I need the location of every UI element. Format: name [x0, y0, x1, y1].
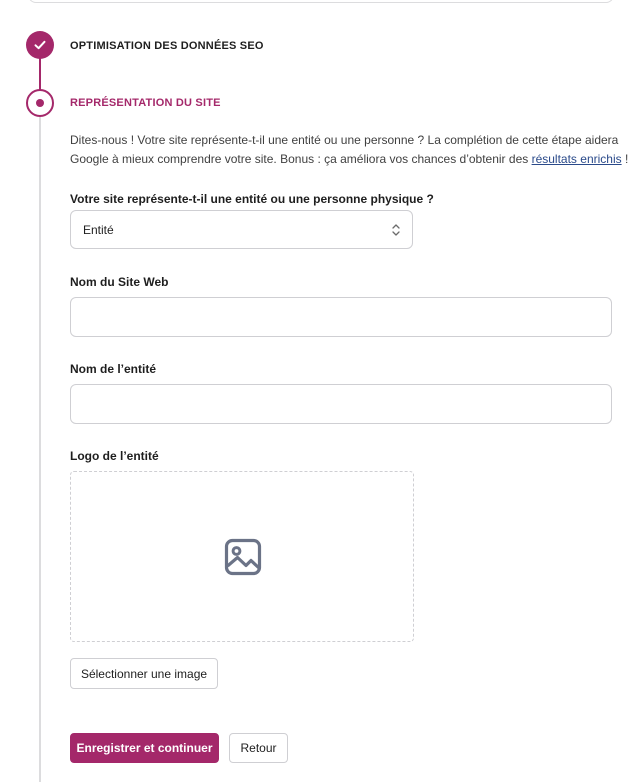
- previous-card-edge: [28, 0, 614, 3]
- check-icon: [33, 38, 47, 52]
- image-icon: [224, 538, 262, 576]
- step-current-dot: [36, 99, 44, 107]
- step-connector-pending: [39, 117, 41, 782]
- rich-results-link[interactable]: résultats enrichis: [531, 152, 622, 166]
- entity-logo-label: Logo de l’entité: [70, 449, 159, 463]
- entity-type-select[interactable]: [70, 210, 413, 249]
- site-name-input[interactable]: [70, 297, 612, 337]
- step-title-seo-optimisation[interactable]: OPTIMISATION DES DONNÉES SEO: [70, 40, 264, 52]
- site-name-label: Nom du Site Web: [70, 275, 169, 289]
- intro-text-end: !: [621, 152, 629, 166]
- select-image-button[interactable]: Sélectionner une image: [70, 658, 218, 689]
- step-description: [70, 131, 630, 169]
- step-completed-marker[interactable]: [26, 31, 54, 59]
- entity-type-selected-value: Entité: [83, 222, 114, 237]
- chevron-up-down-icon: [390, 222, 402, 238]
- back-button[interactable]: Retour: [229, 733, 288, 763]
- save-continue-button[interactable]: Enregistrer et continuer: [70, 733, 219, 763]
- intro-text: Dites-nous ! Votre site représente-t-il une entité ou une personne ? La complétion de cette étape aidera Google à mieux comprendre votre site. Bonus : ça améliora vos chances d’obtenir des: [70, 133, 619, 166]
- entity-name-label: Nom de l’entité: [70, 362, 157, 376]
- logo-dropzone[interactable]: [70, 471, 414, 642]
- entity-name-input[interactable]: [70, 384, 612, 424]
- step-current-marker: [26, 89, 54, 117]
- step-connector-completed: [39, 58, 41, 90]
- step-title-site-representation: REPRÉSENTATION DU SITE: [70, 97, 221, 109]
- entity-type-label: Votre site représente-t-il une entité ou une personne physique ?: [70, 192, 434, 206]
